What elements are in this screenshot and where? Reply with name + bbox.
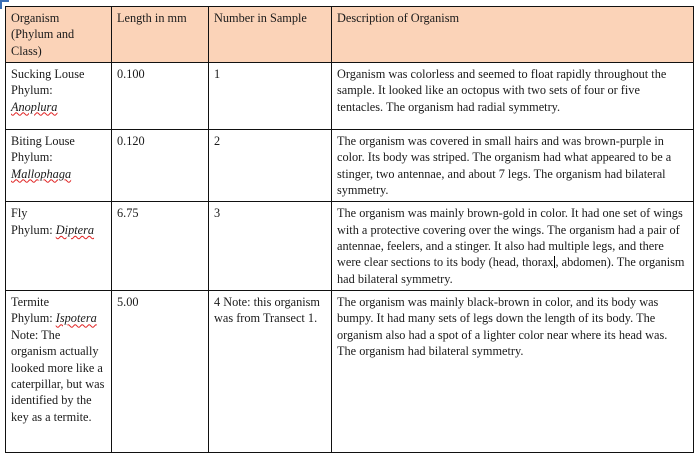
organism-data-table [5,6,694,453]
organism-phylum-label: Phylum: [11,222,53,237]
cell-description[interactable] [332,130,694,202]
organism-phylum [11,82,106,98]
cell-description[interactable] [332,63,694,130]
table-row [6,63,694,130]
column-header-length: Length in mm [112,7,209,63]
organism-phylum-label: Phylum: [11,83,53,98]
table-header-row [6,7,694,63]
description-text: The organism was covered in small hairs and was brown-purple in color. Its body was striped. The organism had what appeared to be a stinger, two antennae, and about 7 legs. The organism had bilateral symmetry. [337,134,672,198]
organism-note: Note: The organism actually looked more like a caterpillar, but was identified by the key as a termite. [11,327,105,424]
column-header-organism-line2: (Phylum and [11,27,75,42]
organism-common-name: Fly [11,206,28,221]
cell-organism[interactable] [6,130,112,202]
description-text-after-cursor: , abdomen). The organism had bilateral symmetry. [337,255,685,286]
column-header-organism-line1: Organism [11,11,60,25]
cell-description[interactable] [332,202,694,291]
description-text: The organism was mainly brown-gold in color. It had one set of wings with a protective covering over the wings. The organism had a pair of antennae, feelers, and a stinger. It also had multiple legs, and there were clear sections to its body (head, thorax [337,206,683,270]
description-text: Organism was colorless and seemed to float rapidly throughout the sample. It looked like an octopus with two sets of four or five tentacles. The organism had radial symmetry. [337,67,667,114]
column-header-number: Number in Sample [209,7,332,63]
cell-organism[interactable] [6,63,112,130]
table-header [6,7,694,63]
cell-organism[interactable] [6,202,112,291]
organism-phylum [11,222,106,238]
organism-phylum-label: Phylum: [11,150,53,165]
organism-common-name: Termite [11,295,50,310]
cell-organism[interactable] [6,291,112,453]
column-header-organism [6,7,112,63]
organism-common-name: Sucking Louse [11,67,85,82]
organism-phylum [11,310,106,326]
organism-phylum-name: Mallophaga [11,166,72,181]
table-move-handle[interactable] [0,0,9,9]
column-header-description: Description of Organism [332,7,694,63]
organism-phylum-name: Diptera [55,222,95,237]
cell-number-in-sample[interactable]: 1 [209,63,332,130]
cell-number-in-sample[interactable]: 3 [209,202,332,291]
organism-common-name: Biting Louse [11,134,75,149]
table-row [6,130,694,202]
organism-phylum [11,149,106,165]
column-header-organism-line3: Class) [11,43,42,58]
cell-number-in-sample[interactable]: 2 [209,130,332,202]
description-text: The organism was mainly black-brown in color, and its body was bumpy. It had many sets of legs down the length of its body. The organism also had a spot of a lighter color near where its head was. The organism had bilateral symmetry. [337,295,668,359]
organism-phylum-name: Anoplura [11,99,58,114]
cell-length[interactable]: 5.00 [112,291,209,453]
organism-phylum-name: Ispotera [55,311,97,326]
cell-description[interactable] [332,291,694,453]
table-row [6,202,694,291]
organism-phylum-label: Phylum: [11,311,53,326]
table-row [6,291,694,453]
cell-number-in-sample[interactable]: 4 Note: this organism was from Transect 1. [209,291,332,453]
cell-length[interactable]: 0.120 [112,130,209,202]
table-body [6,63,694,453]
cell-length[interactable]: 0.100 [112,63,209,130]
cell-length[interactable]: 6.75 [112,202,209,291]
